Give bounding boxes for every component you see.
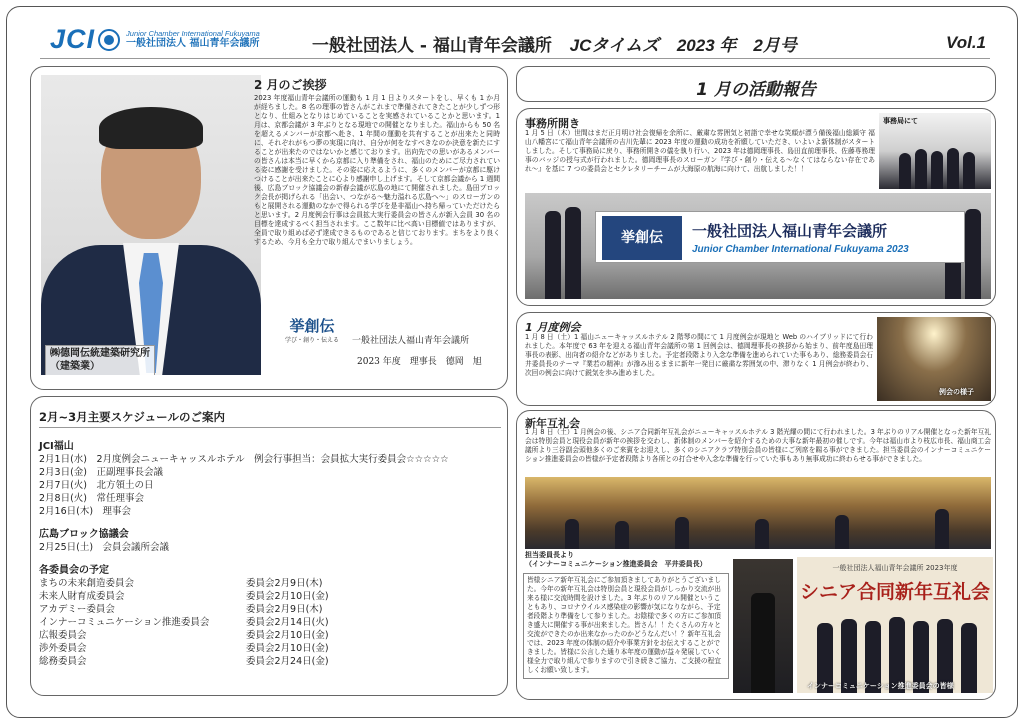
jci-heading: JCI福山 xyxy=(39,441,74,452)
new-year-title: 新年互礼会 xyxy=(525,417,580,430)
logo-english: Junior Chamber International Fukuyama xyxy=(126,29,260,38)
january-meeting-panel xyxy=(516,312,996,406)
schedule-item: 2月1日(水) 2月度例会ニューキャッスルホテル 例会行事担当：会員拡大実行委員会☆☆☆☆☆ xyxy=(39,454,449,465)
committee-date: 委員会2月10日(金) xyxy=(246,591,329,602)
jc-banner xyxy=(595,211,965,263)
masthead-org: 一般社団法人 - 福山青年会議所 xyxy=(312,36,552,56)
group-photo xyxy=(525,193,991,299)
quote-body: 皆様シニア新年互礼会にご参加頂きましてありがとうございました。今年の新年互礼会は特別会員と現役会員がしっかり交流が出来る様に交流時間を設けました。3 年ぶりのリアル開催ということもあり、コロナウイルス感染症の影響が気になりながら、予定者段階より準備をして参りました。お陰様で多くの方にご参加頂き盛大に開催する事が出来ました。皆さん！！たくさんの方々と交流ができたのか出来なかったのかどうなんだい！？新年互礼会では、2023 年度の体制の紹介や事業方針をお伝えすることができました。皆様に公言した通り本年度の運動が益々発展していく様全力で取り組んで参りますので引き続きご協力、ご支援の程宜しくお願い致します。 xyxy=(523,573,729,679)
report-title: 1 月の活動報告 xyxy=(696,80,816,100)
committee-name: 総務委員会 xyxy=(39,656,87,667)
committee-heading: 各委員会の予定 xyxy=(39,565,109,576)
committee-date: 委員会2月9日(木) xyxy=(246,578,323,589)
photo-caption: ㈱德岡伝統建築研究所 （建築業） xyxy=(45,345,155,375)
schedule-divider xyxy=(39,427,501,428)
senior-party-photo xyxy=(797,557,993,693)
january-body: 1 月 8 日（土）1 福山ニューキャッスルホテル 2 階琴の間にて 1 月度例会が現地と Web のハイブリッドにて行われました。本年度で 63 年を迎える福山青年会議所の第 1 回例会は、德岡理事長の挨拶から始まり、前年度島田理事長の表影、出向者の紹介などがありました。予定者段階より入念な準備を進められていた事もあり、総務委員会石井委員長のテーマ『業若の精神』が滲み出るままに新年一発目に厳粛な雰囲気の中、滞りなく 1 月例会が終わり、次回の例会に向けて鋭気を歩み進めました。 xyxy=(525,333,873,378)
banner-brand: 挙創伝 xyxy=(602,216,682,260)
greeting-body: 2023 年度福山青年会議所の運動も 1 月 1 日よりスタートをし、早くも 1 か月が経ちました。8 名の理事の皆さんがこれまで準備されてきたことが少しずつ形となり、仕組みとなりはじめていることを実感されていることかと思います。1 月は、京都会議が 3 年ぶりとなる現地での開催となりました。福山からも 50 名を超えるメンバーが京都へ赴き、1 年間の運動を共有することが出来たと同時に、それぞれがもつ夢の実現に向け、自分が何をなすべきなのか決意を新たにすることが出来たのではないかと感じております。出向先での思いがあるメンバーの皆さんは本当に早くから京都に入り準備をされ、福山のためにご尽力されている姿に感謝を受けました。その姿に応えるように、多くのメンバーが京都に駆けつけることが出来たことに心より感謝申し上げます。そして京都会議から 1 週間後、広島ブロック協議会の新春会議が広島の地にて開催されました。島田ブロック会長が掲げられる「出会い、つながる〜魅力溢れる広島へ〜」のスローガンのもと展開される運動のなかで得られる学びを是非福山へ持ち帰っていただけたらと思います。2 月度例会行事は会員拡大実行委員会の皆さんが新入会員 30 名の目標を達成するべく担当されます。ここ数年に比べ高い目標値ではありますが、全員で取り組めば必ず達成できるものであると信じております。まちをより良くするため、今月も全力で取り組んでまいりましょう。 xyxy=(254,94,500,246)
new-year-body: 1 月 8 日（土）1 月例会の後、シニア合同新年互礼会がニューキャッスルホテル 3 階光耀の間にて行われました。3 年ぶりのリアル開催となった新年互礼会は特別会員と現役会員が新年の挨拶を交わし、新体制のメンバーを紹介するための大事な新年最初の催しです。今年は福山市より枝広市長、福山商工会議所より三谷副会頭他多くのご来賓をお迎えし、多くのシニアクラブ特別会員の皆様にご列席を賜る事ができました。担当委員会のインナーコミュニケーション推進委員会の皆様が予定者段階より各所との打合せや入念な準備を行っていた事もあり無事成功に終わらせる事ができました。 xyxy=(525,428,991,464)
banquet-photo xyxy=(525,477,991,549)
office-opening-panel xyxy=(516,108,996,306)
quote-title: 担当委員長より （インナーコミュニケーション推進委員会 平井委員長） xyxy=(525,551,707,569)
masthead xyxy=(312,31,797,56)
committee-name: 渉外委員会 xyxy=(39,643,87,654)
new-year-panel xyxy=(516,410,996,700)
committee-date: 委員会2月10日(金) xyxy=(246,643,329,654)
committee-date: 委員会2月24日(金) xyxy=(246,656,329,667)
logo-japanese: 一般社団法人 福山青年会議所 xyxy=(126,38,260,49)
meeting-photo-label: 例会の様子 xyxy=(939,388,974,396)
globe-emblem-icon xyxy=(98,29,120,51)
committee-name: 未来人財育成委員会 xyxy=(39,591,125,602)
greeting-title: 2 月のご挨拶 xyxy=(254,78,327,92)
volume-label: Vol.1 xyxy=(946,33,986,52)
sign-main: シニア合同新年互礼会 xyxy=(799,581,990,603)
committee-name: インナーコミュニケーション推進委員会 xyxy=(39,617,210,628)
block-heading: 広島ブロック協議会 xyxy=(39,529,129,540)
committee-date: 委員会2月9日(木) xyxy=(246,604,323,615)
meeting-photo xyxy=(877,317,991,401)
january-title: 1 月度例会 xyxy=(525,321,581,334)
signature-org: 一般社団法人福山青年会議所 xyxy=(352,336,470,346)
office-title: 事務所開き xyxy=(525,117,580,130)
committee-date: 委員会2月14日(火) xyxy=(246,617,329,628)
banner-english: Junior Chamber International Fukuyama 2023 xyxy=(692,244,909,255)
schedule-title: 2月~3月主要スケジュールのご案内 xyxy=(39,410,225,424)
masthead-date: 2023 年 2月号 xyxy=(676,36,797,55)
schedule-panel xyxy=(30,396,508,696)
office-body: 1 月 5 日（木）世間はまだ正月明け社会復帰を余所に、厳粛な雰囲気と初詣で幸せな笑顔が漂う備後福山総鎮守 福山八幡宮にて福山青年会議所の吉川先輩に 2023 年度の運動の成功を祈願していただき、いよいよ新体制がスタートしました。そして事務局に戻り、事務所開きの儀を執り行い、2023 年は德岡理事長、島田直前理事長、佐藤専務理事のバッジの授与式が行われました。德岡理事長のスローガン『学び・創り・伝える〜なくてはならない存在であれ〜』を基に 7 つの委員会とセクレタリーチームが大海原の航海に向けて、出航しました！！ xyxy=(525,129,875,174)
committee-name: アカデミー委員会 xyxy=(39,604,115,615)
sign-top: 一般社団法人福山青年会議所 2023年度 xyxy=(832,564,958,572)
office-photo xyxy=(879,113,991,189)
schedule-item: 2月16日(木) 理事会 xyxy=(39,506,132,517)
jci-logo xyxy=(50,24,260,55)
brand-logo: 挙創伝 学び・創り・伝える xyxy=(284,317,339,344)
office-photo-label: 事務局にて xyxy=(883,117,918,125)
header-divider xyxy=(40,58,990,59)
schedule-item: 2月3日(金) 正副理事長会議 xyxy=(39,467,164,478)
logo-mark: JCI xyxy=(50,24,96,54)
signature-name: 2023 年度 理事長 德岡 旭 xyxy=(357,357,482,367)
president-photo xyxy=(41,75,261,375)
committee-name: まちの未来創造委員会 xyxy=(39,578,135,589)
committee-date: 委員会2月10日(金) xyxy=(246,630,329,641)
committee-name: 広報委員会 xyxy=(39,630,87,641)
banner-japanese: 一般社団法人福山青年会議所 xyxy=(692,222,888,240)
report-heading-box xyxy=(516,66,996,102)
schedule-item: 2月7日(火) 北方領土の日 xyxy=(39,480,154,491)
schedule-item: 2月25日(土) 会員会議所会議 xyxy=(39,542,170,553)
chair-photo xyxy=(733,559,793,693)
senior-photo-label: インナーコミュニケーション推進委員会の皆様 xyxy=(807,682,954,690)
masthead-publication: JCタイムズ xyxy=(569,36,660,55)
schedule-item: 2月8日(火) 常任理事会 xyxy=(39,493,145,504)
